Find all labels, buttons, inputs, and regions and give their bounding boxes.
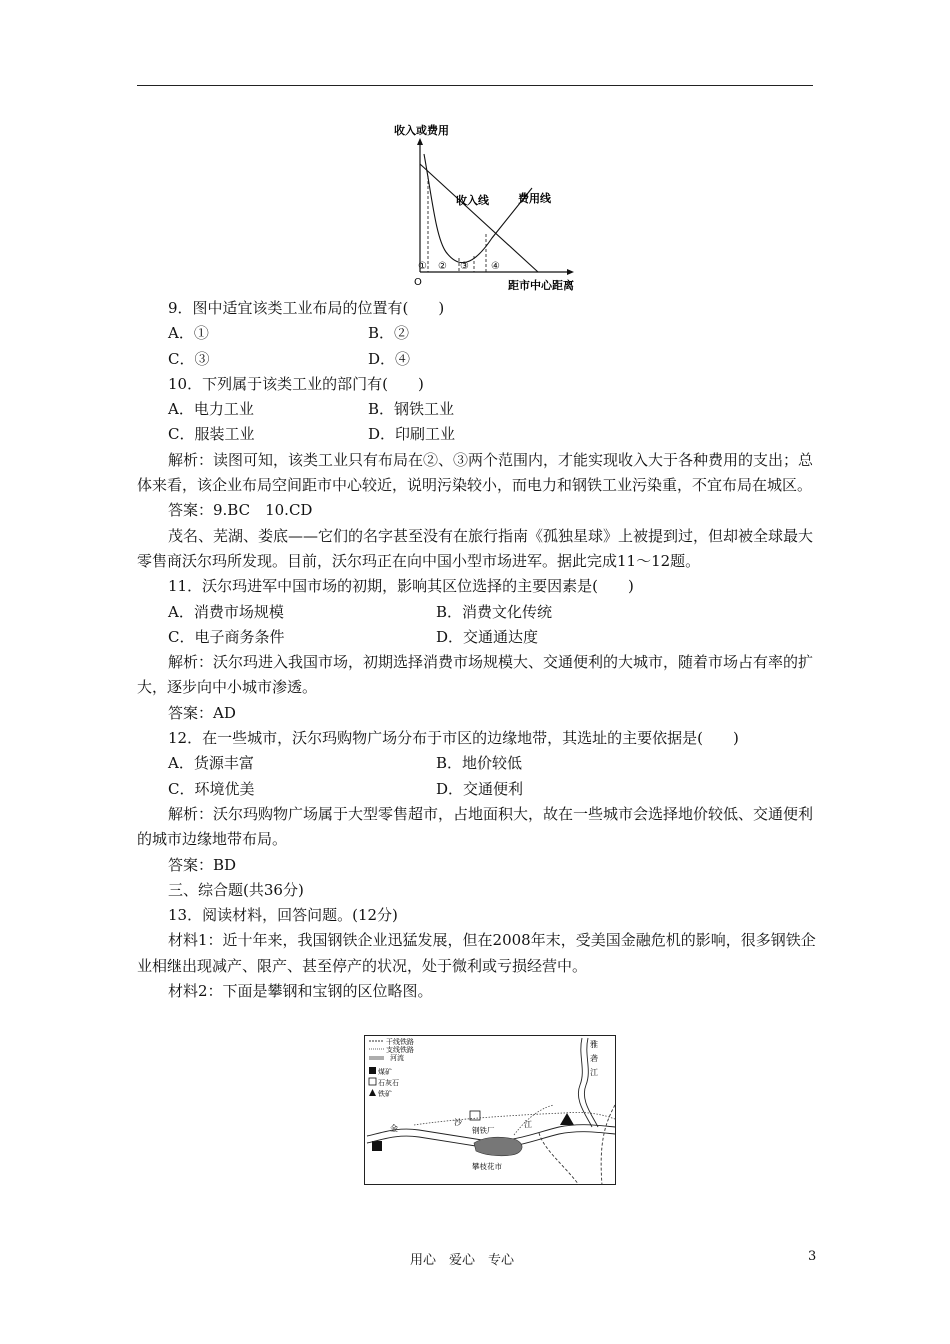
cost-income-diagram [380,118,600,296]
legend-iron-ore: 铁矿 [378,1090,392,1098]
section-3-heading: 三、综合题(共36分) [168,880,304,899]
q12-option-a: A．货源丰富 [168,754,254,773]
analysis-9-10: 解析：读图可知，该类工业只有布局在②、③两个范围内，才能实现收入大于各种费用的支出；总体来看，该企业布局空间距市中心较近，说明污染较小，而电力和钢铁工业污染重，不宜布局在城区。 [137,450,814,495]
map-coal-icon [372,1141,382,1151]
cost-line [424,154,532,263]
q9-option-b: B．② [368,324,410,343]
q9-option-c: C．③ [168,349,210,368]
q11-options-row1 [168,600,816,625]
q12-option-d: D．交通便利 [436,779,524,798]
river-char-jiang: 江 [524,1120,532,1129]
q12-option-c: C．环境优美 [168,779,255,798]
zone-label-4: ④ [491,261,500,272]
yalong-char-2: 砻 [590,1054,598,1063]
zone-label-2: ② [438,261,447,272]
q12-options-row1 [168,751,816,776]
material-2: 材料2：下面是攀钢和宝钢的区位略图。 [168,982,433,1001]
q10-option-b: B．钢铁工业 [368,400,455,419]
q11-option-c: C．电子商务条件 [168,627,285,646]
material-intro: 茂名、芜湖、娄底——它们的名字甚至没有在旅行指南《孤独星球》上被提到过，但却被全球最大零售商沃尔玛所发现。目前，沃尔玛正在向中国小型市场进军。据此完成11～12题。 [137,526,814,570]
legend-river: 河流 [390,1054,404,1062]
city-label: 攀枝花市 [472,1162,502,1171]
river-char-sha: 沙 [454,1118,462,1127]
limestone-icon [369,1078,376,1085]
answer-11: 答案：AD [168,703,236,722]
q12-stem: 12．在一些城市，沃尔玛购物广场分布于市区的边缘地带，其选址的主要依据是( ) [168,729,739,748]
answer-12: 答案：BD [168,855,237,874]
x-axis-label: 距市中心距离 [508,279,574,292]
q12-option-b: B．地价较低 [436,754,523,773]
q13-stem: 13．阅读材料，回答问题。(12分) [168,906,398,925]
q9-option-d: D．④ [368,349,411,368]
income-line [420,164,538,272]
document-body [137,296,816,1004]
page-number: 3 [808,1249,817,1264]
legend-branch-railway: 支线铁路 [386,1046,414,1054]
analysis-11: 解析：沃尔玛进入我国市场，初期选择消费市场规模大、交通便利的大城市，随着市场占有率的扩大，逐步向中小城市渗透。 [137,653,814,697]
q11-option-a: A．消费市场规模 [168,602,284,621]
location-sketch-map [364,1035,616,1185]
steel-plant-label: 钢铁厂 [472,1126,495,1135]
yalong-char-1: 雅 [590,1040,598,1049]
legend-limestone: 石灰石 [378,1079,399,1087]
legend-main-railway: 干线铁路 [386,1038,414,1046]
answer-9-10: 答案：9.BC 10.CD [168,501,313,520]
analysis-12: 解析：沃尔玛购物广场属于大型零售超市，占地面积大，故在一些城市会选择地价较低、交通便利的城市边缘地带布局。 [137,804,814,849]
q10-option-d: D．印刷工业 [368,425,456,444]
river-char-jin: 金 [390,1124,398,1133]
q9-options-row2 [168,347,816,372]
q9-option-a: A．① [168,324,209,343]
header-rule [137,85,813,86]
q9-stem: 9．图中适宜该类工业布局的位置有( ) [168,299,445,317]
footer-motto: 用心 爱心 专心 [410,1253,515,1268]
q11-option-d: D．交通通达度 [436,627,539,646]
q10-options-row2 [168,422,816,447]
zone-label-1: ① [418,261,427,272]
coal-icon [369,1067,376,1074]
q10-options-row1 [168,397,816,422]
panzhihua-city-area [474,1137,522,1156]
q11-stem: 11．沃尔玛进军中国市场的初期，影响其区位选择的主要因素是( ) [168,577,634,596]
zone-label-3: ③ [460,261,469,272]
income-line-label: 收入线 [456,194,489,207]
yalong-char-3: 江 [590,1068,598,1077]
q11-options-row2 [168,625,816,650]
q12-options-row2 [168,777,816,802]
q10-option-c: C．服装工业 [168,425,255,444]
q10-option-a: A．电力工业 [168,400,254,419]
origin-label: O [414,277,422,288]
q9-options-row1 [168,321,816,346]
y-axis-label: 收入或费用 [394,124,449,137]
legend-coal: 煤矿 [378,1068,392,1076]
q11-option-b: B．消费文化传统 [436,602,553,621]
q10-stem: 10．下列属于该类工业的部门有( ) [168,374,424,393]
cost-line-label: 费用线 [518,192,551,205]
material-1: 材料1：近十年来，我国钢铁企业迅猛发展，但在2008年末，受美国金融危机的影响，很多钢铁企业相继出现减产、限产、甚至停产的状况，处于微利或亏损经营中。 [137,931,816,975]
